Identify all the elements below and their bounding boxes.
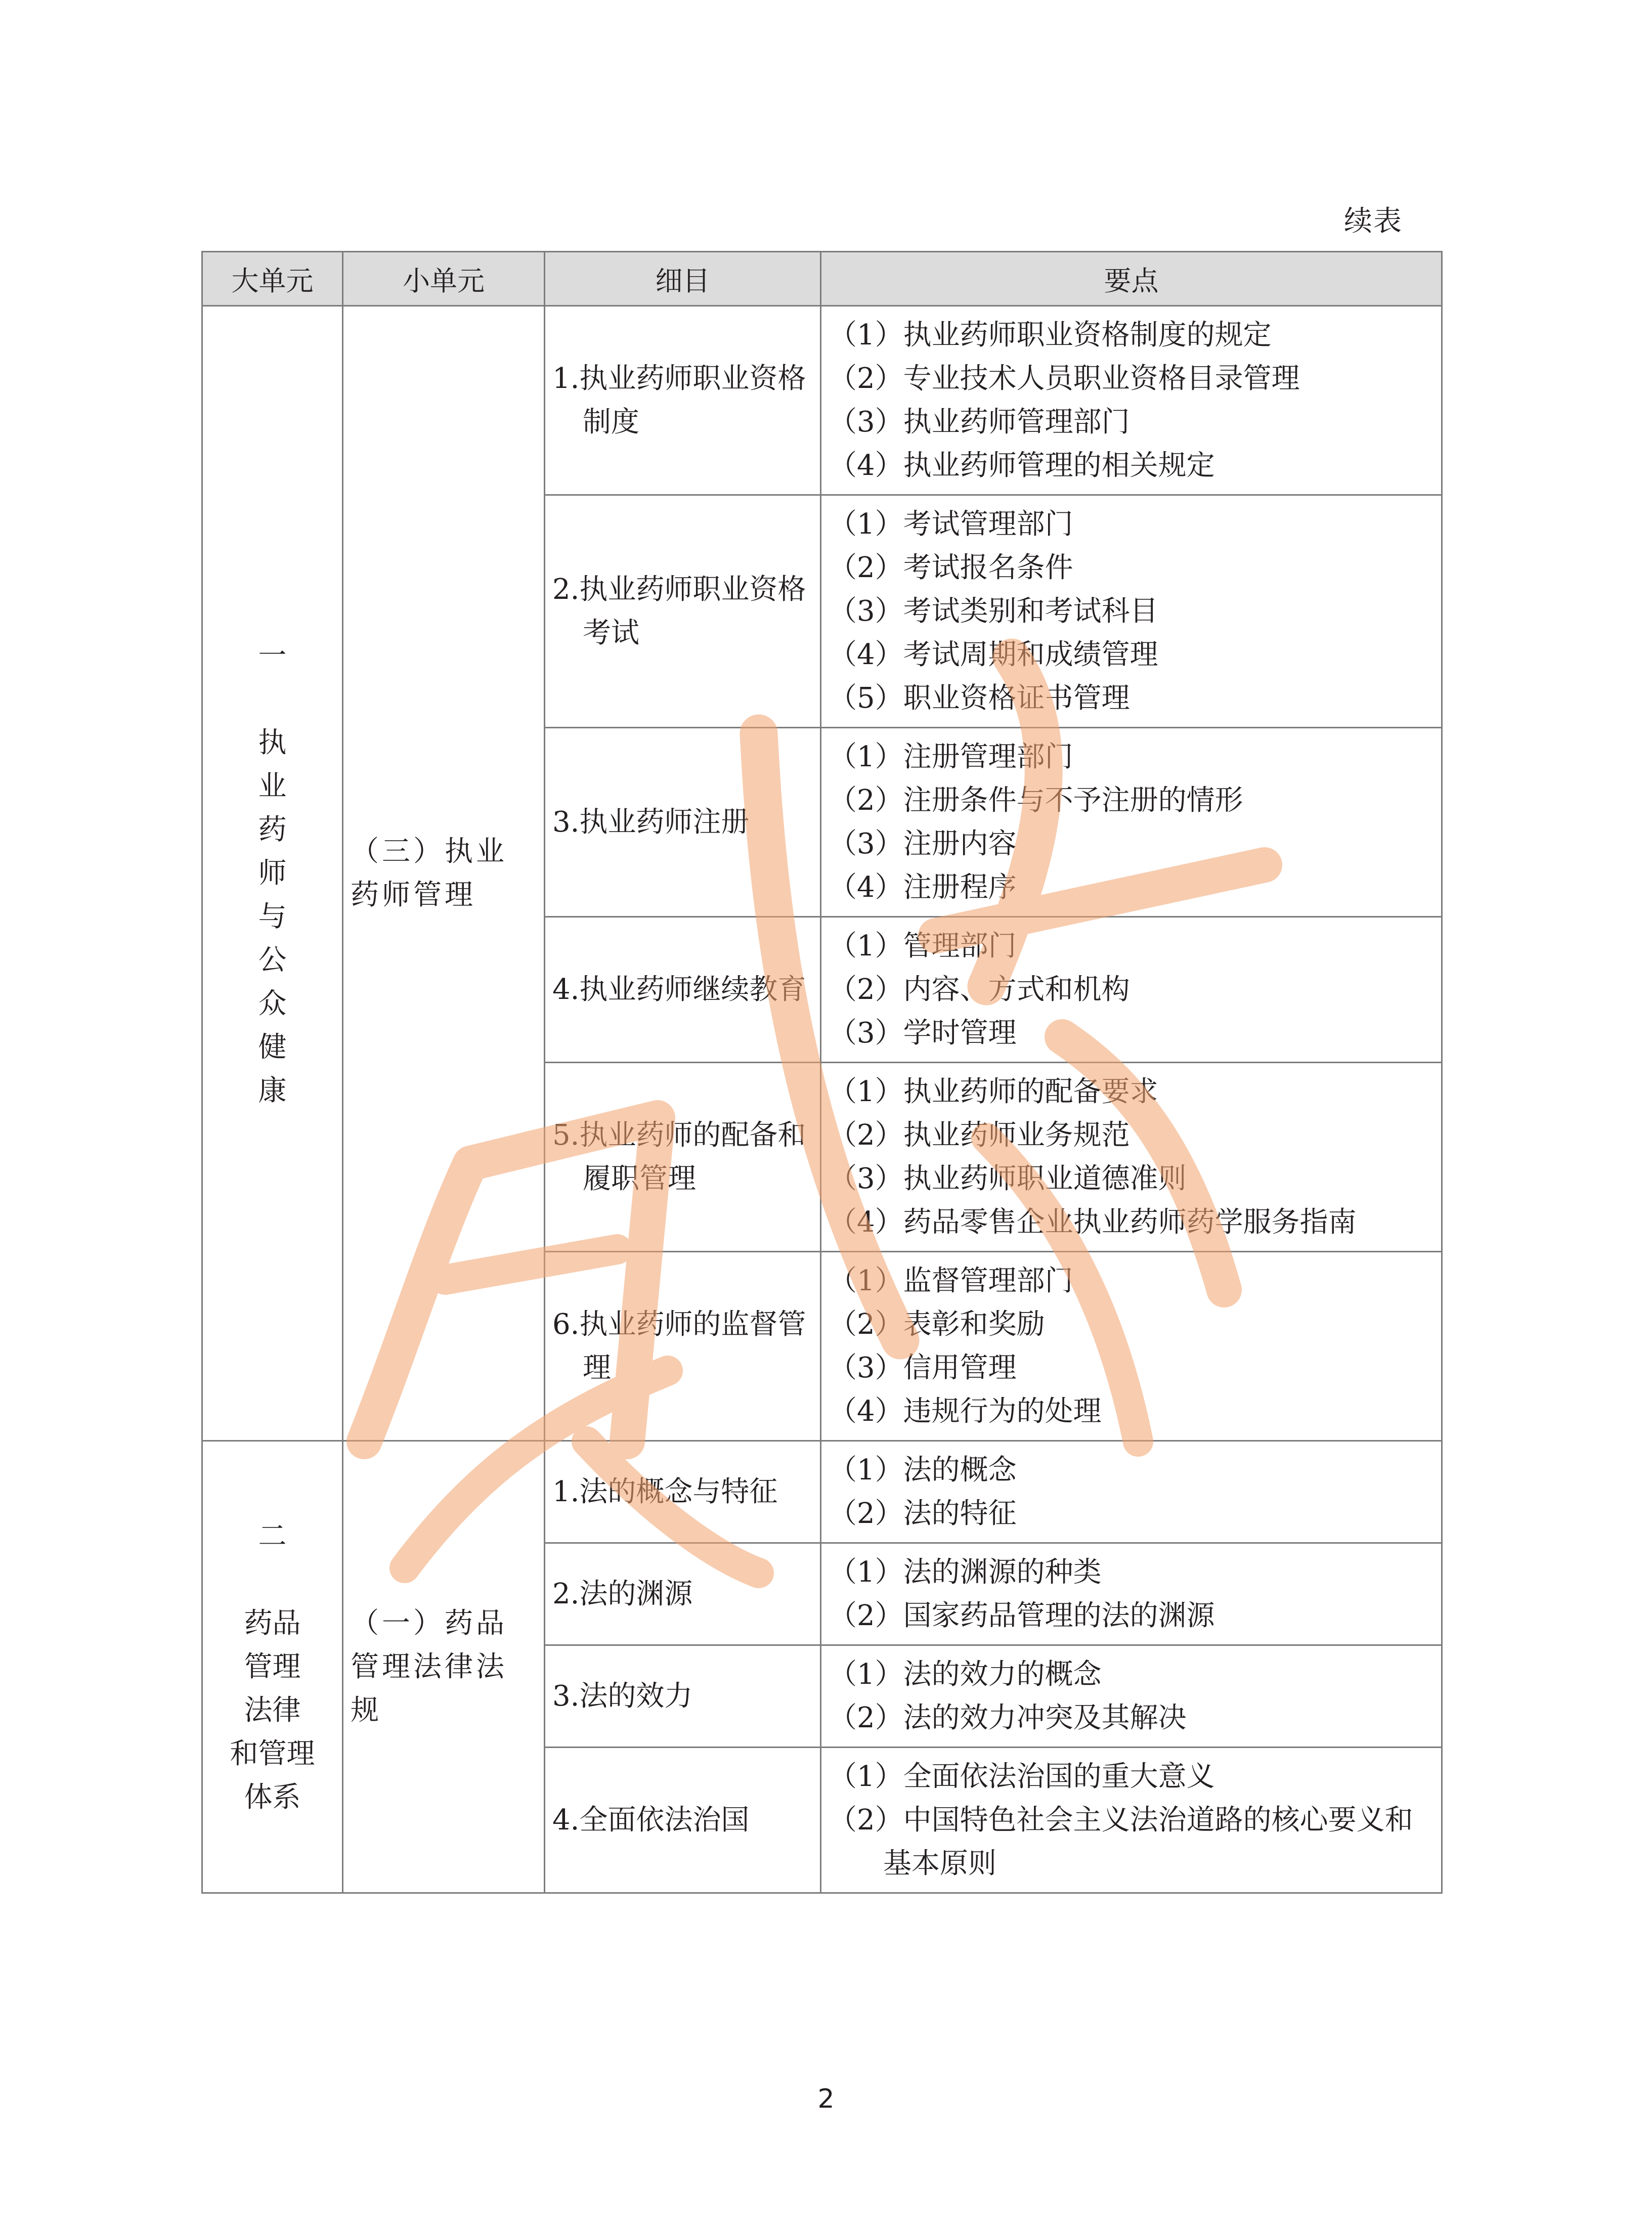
list-item: （2）专业技术人员职业资格目录管理 bbox=[829, 362, 1300, 395]
list-item: （3）执业药师职业道德准则 bbox=[829, 1162, 1187, 1195]
item-cell: 4.全面依法治国 bbox=[545, 1748, 821, 1893]
header-item: 细目 bbox=[545, 252, 821, 306]
list-item: （1）执业药师的配备要求 bbox=[829, 1075, 1158, 1108]
sub-unit-title: （三）执业药师管理 bbox=[351, 835, 507, 911]
points-cell bbox=[821, 495, 1442, 728]
points-list bbox=[829, 1259, 1434, 1433]
list-item: （3）执业药师管理部门 bbox=[829, 405, 1130, 439]
points-cell bbox=[821, 1543, 1442, 1645]
list-item: （1）监督管理部门 bbox=[829, 1264, 1073, 1297]
major-unit-number: 二 bbox=[258, 1519, 287, 1553]
item-cell: 5.执业药师的配备和履职管理 bbox=[545, 1063, 821, 1252]
sub-unit-title: （一）药品管理法律法规 bbox=[351, 1606, 507, 1727]
list-item: （2）考试报名条件 bbox=[829, 551, 1073, 584]
points-cell bbox=[821, 728, 1442, 917]
points-list bbox=[829, 1449, 1434, 1536]
points-list bbox=[829, 1755, 1434, 1886]
list-item: （4）违规行为的处理 bbox=[829, 1394, 1102, 1428]
list-item: （2）法的特征 bbox=[829, 1497, 1017, 1530]
item-cell: 1.法的概念与特征 bbox=[545, 1441, 821, 1543]
list-item: （2）内容、方式和机构 bbox=[829, 973, 1130, 1006]
points-cell bbox=[821, 306, 1442, 495]
points-cell bbox=[821, 1645, 1442, 1748]
item-cell: 2.法的渊源 bbox=[545, 1543, 821, 1645]
list-item: （1）法的渊源的种类 bbox=[829, 1555, 1102, 1589]
sub-unit-cell bbox=[343, 1441, 545, 1893]
points-cell bbox=[821, 1748, 1442, 1893]
list-item: （4）执业药师管理的相关规定 bbox=[829, 449, 1215, 482]
list-item: （2）国家药品管理的法的渊源 bbox=[829, 1599, 1215, 1632]
item-cell: 3.执业药师注册 bbox=[545, 728, 821, 917]
item-cell: 4.执业药师继续教育 bbox=[545, 917, 821, 1063]
list-item: （1）法的效力的概念 bbox=[829, 1657, 1102, 1691]
points-list bbox=[829, 1551, 1434, 1638]
major-unit-title: 一 执 业 药 师 与 公 众 健 康 bbox=[210, 634, 335, 1113]
list-item: （3）考试类别和考试科目 bbox=[829, 594, 1158, 628]
points-cell bbox=[821, 1441, 1442, 1543]
header-key-points: 要点 bbox=[821, 252, 1442, 306]
list-item: （3）信用管理 bbox=[829, 1351, 1017, 1384]
list-item: （1）全面依法治国的重大意义 bbox=[829, 1760, 1215, 1793]
list-item: （2）表彰和奖励 bbox=[829, 1307, 1045, 1341]
points-cell bbox=[821, 917, 1442, 1063]
list-item: （1）法的概念 bbox=[829, 1453, 1017, 1487]
continued-label: 续表 bbox=[1344, 205, 1403, 238]
list-item: （4）考试周期和成绩管理 bbox=[829, 638, 1158, 671]
list-item: （2）中国特色社会主义法治道路的核心要义和基本原则 bbox=[829, 1803, 1413, 1880]
points-list bbox=[829, 925, 1434, 1055]
item-cell: 1.执业药师职业资格制度 bbox=[545, 306, 821, 495]
table-row bbox=[202, 306, 1442, 495]
syllabus-table bbox=[201, 251, 1443, 1894]
list-item: （2）执业药师业务规范 bbox=[829, 1118, 1130, 1152]
sub-unit-cell bbox=[343, 306, 545, 1441]
page-number: 2 bbox=[817, 2084, 835, 2114]
list-item: （5）职业资格证书管理 bbox=[829, 681, 1130, 715]
list-item: （1）注册管理部门 bbox=[829, 740, 1073, 773]
points-list bbox=[829, 503, 1434, 720]
list-item: （2）法的效力冲突及其解决 bbox=[829, 1701, 1187, 1734]
item-cell: 2.执业药师职业资格考试 bbox=[545, 495, 821, 728]
list-item: （3）学时管理 bbox=[829, 1016, 1017, 1050]
points-list bbox=[829, 1070, 1434, 1244]
major-unit-number: 一 bbox=[258, 639, 287, 672]
list-item: （1）考试管理部门 bbox=[829, 507, 1073, 541]
points-list bbox=[829, 735, 1434, 909]
points-cell bbox=[821, 1252, 1442, 1441]
major-unit-cell bbox=[202, 1441, 343, 1893]
item-cell: 3.法的效力 bbox=[545, 1645, 821, 1748]
points-list bbox=[829, 314, 1434, 488]
table-header-row bbox=[202, 252, 1442, 306]
item-cell: 6.执业药师的监督管理 bbox=[545, 1252, 821, 1441]
table-row bbox=[202, 1441, 1442, 1543]
major-unit-title: 二 药品 管理 法律 和管理 体系 bbox=[210, 1515, 335, 1819]
list-item: （1）管理部门 bbox=[829, 929, 1017, 963]
list-item: （3）注册内容 bbox=[829, 827, 1017, 860]
header-sub-unit: 小单元 bbox=[343, 252, 545, 306]
points-cell bbox=[821, 1063, 1442, 1252]
major-unit-cell bbox=[202, 306, 343, 1441]
list-item: （1）执业药师职业资格制度的规定 bbox=[829, 318, 1272, 352]
list-item: （4）药品零售企业执业药师药学服务指南 bbox=[829, 1205, 1357, 1239]
list-item: （4）注册程序 bbox=[829, 870, 1017, 904]
header-major-unit: 大单元 bbox=[202, 252, 343, 306]
list-item: （2）注册条件与不予注册的情形 bbox=[829, 783, 1243, 817]
points-list bbox=[829, 1653, 1434, 1740]
